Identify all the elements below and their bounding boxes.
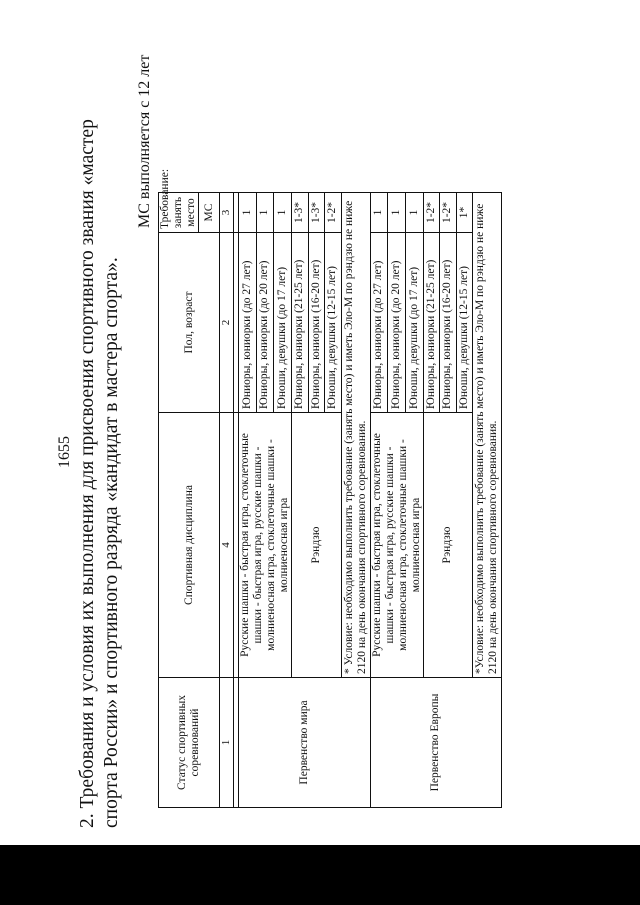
rotated-page-content — [48, 54, 518, 828]
age-cell: Юниоры, юниорки (21-25 лет) — [423, 233, 440, 413]
age-cell: Юниоры, юниорки (до 20 лет) — [256, 233, 274, 413]
discipline-checkers: Русские шашки - быстрая игра, стоклеточные шашки - быстрая игра, русские шашки - молниеносная игра, стоклеточные шашки - молниеносная игра — [239, 413, 292, 678]
requirement-cell: 1-3* — [308, 193, 325, 233]
age-cell: Юноши, девушки (12-15 лет) — [325, 233, 342, 413]
requirement-cell: 1 — [256, 193, 274, 233]
requirement-cell: 1 — [274, 193, 292, 233]
ms-age-note: МС выполняется с 12 лет — [136, 54, 153, 228]
col-number-1: 1 — [220, 678, 234, 808]
header-status: Статус спортивных соревнований — [159, 678, 220, 808]
discipline-renju: Рэндзю — [423, 413, 473, 678]
age-cell: Юноши, девушки (до 17 лет) — [405, 233, 423, 413]
status-europe-championship: Первенство Европы — [370, 678, 502, 808]
col-number-2: 2 — [220, 233, 234, 413]
age-cell: Юниоры, юниорки (до 27 лет) — [239, 233, 257, 413]
header-ms: МС — [199, 193, 220, 233]
requirement-cell: 1 — [405, 193, 423, 233]
age-cell: Юниоры, юниорки (до 20 лет) — [388, 233, 406, 413]
requirement-cell: 1-2* — [440, 193, 457, 233]
header-requirement: Требование: занять место — [159, 193, 199, 233]
age-cell: Юноши, девушки (до 17 лет) — [274, 233, 292, 413]
requirements-table — [158, 68, 502, 809]
status-world-championship: Первенство мира — [239, 678, 371, 808]
condition-note: * Условие: необходимо выполнить требование (занять место) и иметь Эло-М по рэндзю не ниже 2120 на день окончания спортивного соревнования. — [341, 193, 370, 678]
header-discipline: Спортивная дисциплина — [159, 413, 220, 678]
requirement-cell: 1-3* — [292, 193, 309, 233]
header-gender-age: Пол, возраст — [159, 233, 220, 413]
requirement-cell: 1 — [388, 193, 406, 233]
col-number-3: 3 — [220, 193, 234, 233]
requirement-cell: 1-2* — [325, 193, 342, 233]
col-number-4: 4 — [220, 413, 234, 678]
page-number: 1655 — [56, 436, 73, 468]
section-heading: 2. Требования и условия их выполнения для присвоения спортивного звания «мастер спорта России» и спортивного разряда «кандидат в мастера спорта». — [77, 119, 122, 828]
age-cell: Юниоры, юниорки (16-20 лет) — [308, 233, 325, 413]
age-cell: Юноши, девушки (12-15 лет) — [456, 233, 473, 413]
requirement-cell: 1* — [456, 193, 473, 233]
condition-note: *Условие: необходимо выполнить требование (занять место) и иметь Эло-М по рэндзю не ниже 2120 на день окончания спортивного соревнования. — [473, 193, 502, 678]
requirement-cell: 1 — [239, 193, 257, 233]
requirement-cell: 1 — [370, 193, 388, 233]
age-cell: Юниоры, юниорки (до 27 лет) — [370, 233, 388, 413]
age-cell: Юниоры, юниорки (16-20 лет) — [440, 233, 457, 413]
discipline-renju: Рэндзю — [292, 413, 342, 678]
requirement-cell: 1-2* — [423, 193, 440, 233]
discipline-checkers: Русские шашки - быстрая игра, стоклеточные шашки - быстрая игра, русские шашки - молниеносная игра, стоклеточные шашки - молниеносная игра — [370, 413, 423, 678]
scan-border — [0, 845, 640, 905]
age-cell: Юниоры, юниорки (21-25 лет) — [292, 233, 309, 413]
empty-margin — [159, 68, 473, 193]
